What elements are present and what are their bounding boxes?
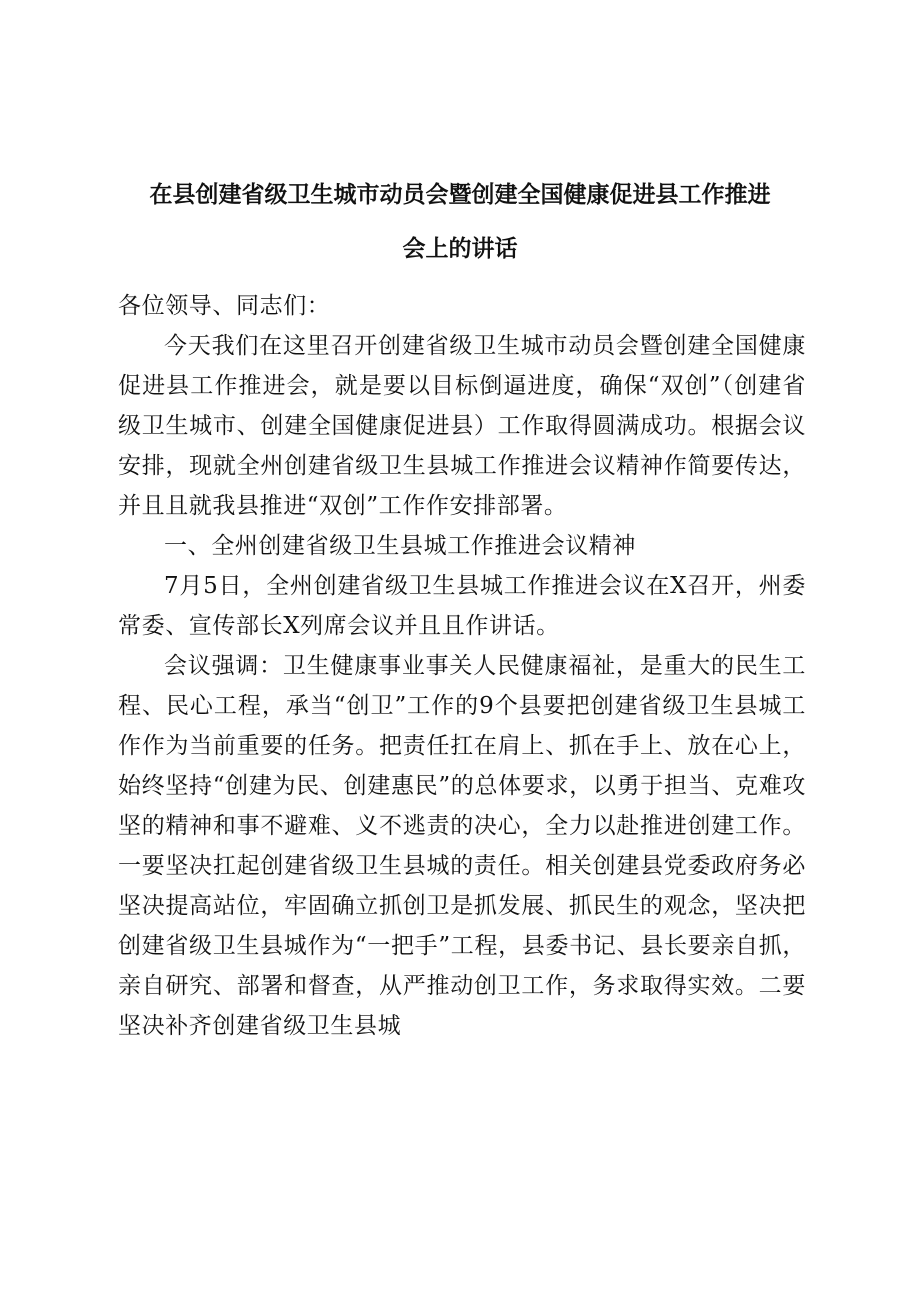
document-body	[118, 286, 806, 1046]
paragraph-intro: 今天我们在这里召开创建省级卫生城市动员会暨创建全国健康促进县工作推进会，就是要以目标倒逼进度，确保“双创”（创建省级卫生城市、创建全国健康促进县）工作取得圆满成功。根据会议安排，现就全州创建省级卫生县城工作推进会议精神作简要传达，并且且就我县推进“双创”工作作安排部署。	[118, 333, 806, 519]
document-title-line-2: 会上的讲话	[402, 236, 518, 262]
salutation: 各位领导、同志们：	[118, 293, 331, 319]
section-heading-1: 一、全州创建省级卫生县城工作推进会议精神	[164, 533, 636, 559]
paragraph-meeting-info: 7月5日，全州创建省级卫生县城工作推进会议在X召开，州委常委、宣传部长X列席会议并且且作讲话。	[118, 573, 806, 639]
document-title-line-1: 在县创建省级卫生城市动员会暨创建全国健康促进县工作推进	[149, 182, 771, 208]
paragraph-meeting-emphasis: 会议强调：卫生健康事业事关人民健康福祉，是重大的民生工程、民心工程，承当“创卫”工作的9个县要把创建省级卫生县城工作作为当前重要的任务。把责任扛在肩上、抓在手上、放在心上，始终坚持“创建为民、创建惠民”的总体要求，以勇于担当、克难攻坚的精神和事不避难、义不逃责的决心，全力以赴推进创建工作。一要坚决扛起创建省级卫生县城的责任。相关创建县党委政府务必坚决提高站位，牢固确立抓创卫是抓发展、抓民生的观念，坚决把创建省级卫生县城作为“一把手”工程，县委书记、县长要亲自抓，亲自研究、部署和督查，从严推动创卫工作，务求取得实效。二要坚决补齐创建省级卫生县城	[118, 653, 806, 1039]
